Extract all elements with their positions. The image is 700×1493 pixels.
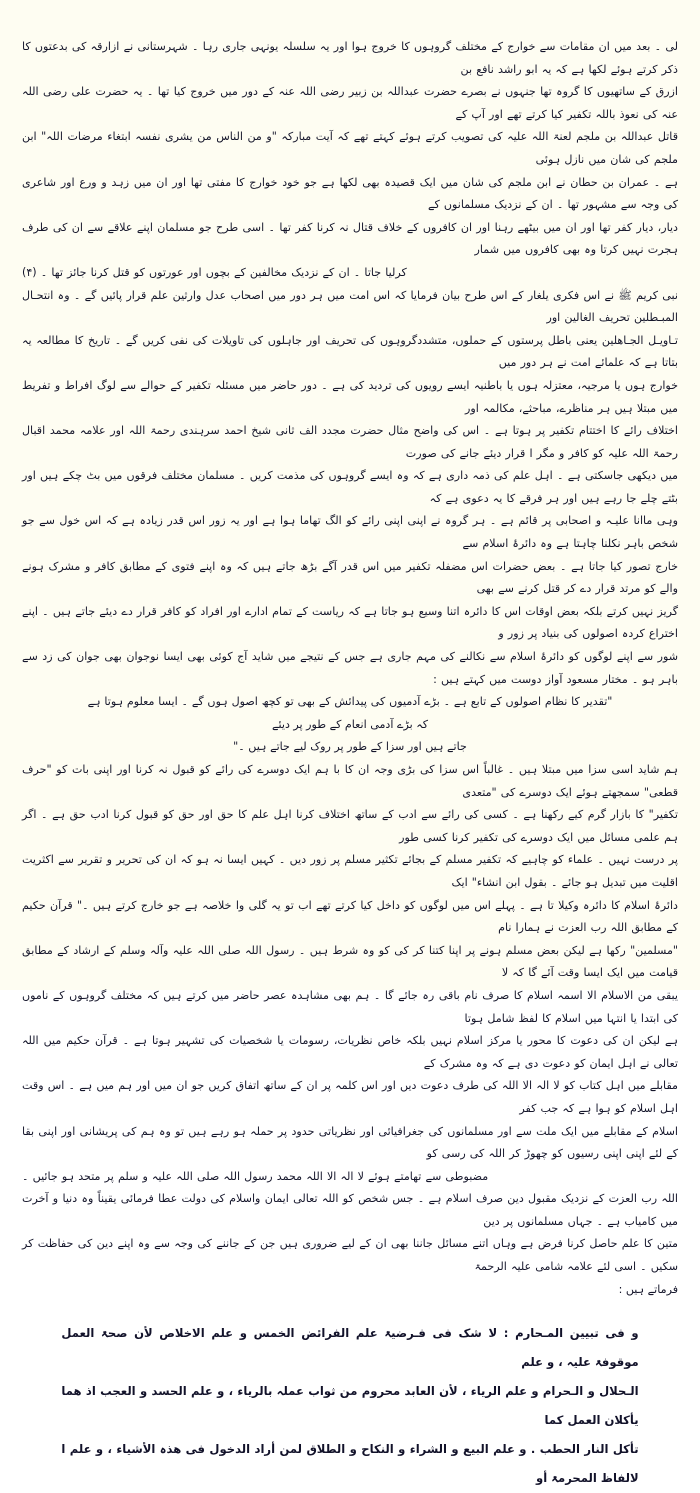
paragraph-block-1-line-4 — [22, 172, 678, 217]
text-line: مضبوطی سے تھامتے ہوئے لا الہ الا اللہ محمد رسول اللہ صلی اللہ علیہ و سلم پر متحد ہو جائیں ۔ — [22, 1169, 489, 1183]
text-line: تکفیر" کا بازار گرم کیے رکھنا ہے ۔ کسی کی رائے سے ادب کے ساتھ اختلاف کرنا اہل علم کا حق اور حق کو قبول کرنا ادب حق ہے ۔ اگر ہم علمی مسائل میں ایک دوسرے کی تکفیر کرنا کسی طور — [22, 808, 678, 844]
paragraph-block-3-line-10 — [22, 1166, 678, 1189]
paragraph-block-3-line-9 — [22, 1121, 678, 1166]
text-line: خارج تصور کیا جاتا ہے ۔ بعض حضرات اس مضفلہ تکفیر میں اس قدر آگے بڑھ جاتے ہیں کہ وہ اپنے فتوی کے مطابق کافر و مشرک ہونے والے کو مرتد قرار دے کر قتل کرنے سے بھی — [22, 559, 678, 596]
paragraph-block-4-line-2 — [22, 1233, 678, 1278]
text-line: دیار، دیار کفر تھا اور ان میں بیٹھے رہنا اور ان کافروں کے خلاف قتال نہ کرنا کفر تھا ۔ اسی طرح جو مسلمان اپنے علاقے سے ان کی طرف ہجرت نہیں کرتا وہ بھی کافروں میں شمار — [22, 220, 678, 257]
paragraph-block-1 — [22, 36, 678, 81]
paragraph-block-2-line-9 — [22, 646, 678, 691]
text-line: فرماتے ہیں : — [618, 1282, 678, 1296]
quotation-block-1 — [88, 691, 613, 759]
paragraph-block-3-line-2 — [22, 804, 678, 849]
text-line: ازرق کے ساتھیوں کا گروہ تھا جنہوں نے بصرے حضرت عبداللہ بن زبیر رضی اللہ عنہ کے دور میں خروج کیا تھا ۔ یہ حضرت علی رضی اللہ عنہ کی نعوذ باللہ تکفیر کیا کرتے تھے اور آپ کے — [22, 85, 678, 121]
text-line: اللہ رب العزت کے نزدیک مقبول دین صرف اسلام ہے ۔ جس شخص کو اللہ تعالی ایمان واسلام کی دولت عطا فرمائی یقیناً وہ دنیا و آخرت میں کامیاب ہے ۔ جہاں مسلمانوں پر دین — [22, 1192, 678, 1228]
paragraph-block-3-line-1 — [22, 759, 678, 804]
text-line: گریز نہیں کرتے بلکہ بعض اوقات اس کا دائرہ اتنا وسیع ہو جاتا ہے کہ ریاست کے تمام ادارے اور افراد کو کافر قرار دے دیئے جاتے ہیں ۔ اپنے اختراع کردہ اصولوں کی بنیاد پر زور و — [22, 604, 678, 641]
citation-lead-in-line — [22, 1279, 678, 1302]
arabic-line: و فی تبیین المـحارم : لا شک فی فـرضیۃ علم الفرائض الخمس و علم الاخلاص لأن صحۃ العمل موقوفۃ علیہ ، و علم — [61, 1326, 639, 1370]
block-spacer — [22, 1301, 678, 1313]
paragraph-block-3-line-4 — [22, 895, 678, 940]
text-line: ہے ۔ عمران بن حطان نے ابن ملجم کی شان میں ایک قصیدہ بھی لکھا ہے جو خود خوارج کا مفتی تھا اور ان میں زہد و ورع اور شاعری کی وجہ سے مشہور تھا ۔ ان کے نزدیک مسلمانوں کے — [22, 175, 678, 212]
page-content-area — [22, 36, 678, 1493]
paragraph-block-2-line-5 — [22, 465, 678, 510]
paragraph-block-3-line-6 — [22, 985, 678, 1030]
quotation-line: جاتے ہیں اور سزا کے طور پر روک لیے جاتے ہیں ۔" — [233, 740, 467, 754]
paragraph-block-1-line-6 — [22, 262, 678, 285]
text-line: ہم شاید اسی سزا میں مبتلا ہیں ۔ غالباً اس سزا کی بڑی وجہ ان کا با ہم ایک دوسرے کی رائے کو قبول نہ کرنا اور اپنی بات کو "حرف قطعی" سمجھتے ہوئے ایک دوسرے کی "متعدی — [22, 763, 678, 799]
text-line: لی ۔ بعد میں ان مقامات سے خوارج کے مختلف گروہوں کا خروج ہوا اور یہ سلسلہ یونہی جاری رہا ۔ شہرستانی نے ازارقہ کی بدعتوں کا ذکر کرتے ہوئے لکھا ہے کہ یہ ابو راشد نافع بن — [22, 40, 678, 76]
paragraph-block-3-line-5 — [22, 940, 678, 985]
text-line: خوارج ہوں یا مرجیہ، معتزلہ ہوں یا باطنیہ ایسے رویوں کی تردید کی ہے ۔ دور حاضر میں مسئلہ تکفیر کے حوالے سے لوگ افراط و تفریط میں مبتلا ہیں ہر مناظرے، مباحثے، مکالمہ اور — [22, 378, 678, 415]
paragraph-block-2-line-2 — [22, 330, 678, 375]
arabic-line: الـحلال و الـحرام و علم الریاء ، لأن العابد محروم من ثواب عملہ بالریاء ، و علم الحسد و العجب اذ ھما یأکلان العمل کما — [61, 1384, 639, 1428]
paragraph-block-4-line-1 — [22, 1188, 678, 1233]
text-line: مقابلے میں اہل کتاب کو لا الہ الا اللہ کی طرف دعوت دیں اور اس کلمہ پر ان کے ساتھ اتفاق کریں جو ان میں اور ہم میں ہے ۔ اس وقت اہل اسلام کو ہوا ہے کہ جب کفر — [22, 1079, 678, 1115]
paragraph-block-2-line-1 — [22, 285, 678, 330]
text-line: "مسلمین" رکھا ہے لیکن بعض مسلم ہونے پر اپنا کتنا کر کی کو وہ شرط ہیں ۔ رسول اللہ صلی اللہ علیہ وآلہ وسلم کے ارشاد کے مطابق قیامت میں ایک ایسا وقت آئے گا کہ لا — [22, 943, 678, 980]
paragraph-block-3-line-8 — [22, 1075, 678, 1120]
text-line: یبقی من الاسلام الا اسمہ اسلام کا صرف نام باقی رہ جائے گا ۔ ہم بھی مشاہدہ عصر حاضر میں کرتے ہیں کہ مختلف گروہوں کے ناموں کی ابتدا یا انتہا میں اسلام کا لفظ شامل ہوتا — [22, 988, 678, 1025]
paragraph-block-3-line-7 — [22, 1030, 678, 1075]
text-line: اسلام کے مقابلے میں ایک ملت سے اور مسلمانوں کی جغرافیائی اور نظریاتی حدود پر حملہ ہو رہے ہیں تو وہ ہم کی پریشانی اور اپنی بقا کے لئے اپنی اپنی رسیوں کو چھوڑ کر اللہ کی رسی کو — [22, 1124, 678, 1161]
paragraph-block-2-line-4 — [22, 420, 678, 465]
text-line: اختلاف رائے کا اختتام تکفیر پر ہوتا ہے ۔ اس کی واضح مثال حضرت مجدد الف ثانی شیخ احمد سرہندی رحمۃ اللہ اور علامہ محمد اقبال رحمۃ اللہ علیہ کو کافر و مگر ا قرار دیئے جانے کی صورت — [22, 424, 678, 460]
text-line-with-footnote-marker: کرلیا جاتا ۔ ان کے نزدیک مخالفین کے بچوں اور عورتوں کو قتل کرنا جائز تھا ۔ (۴) — [22, 265, 407, 279]
text-line: متین کا علم حاصل کرنا فرض ہے وہاں اتنے مسائل جاننا بھی ان کے لیے ضروری ہیں جن کے جاننے کی وجہ سے وہ اپنے دین کی حفاظت کر سکیں ۔ اسی لئے علامہ شامی علیہ الرحمۃ — [22, 1237, 678, 1274]
arabic-line: تأکل النار الحطب . و علم البیع و الشراء و النکاح و الطلاق لمن أراد الدخول فی ھذہ الأشیاء ، و علم ا لالفاظ المحرمۃ أو — [61, 1442, 639, 1486]
paragraph-block-2-line-8 — [22, 601, 678, 646]
text-line: ہے لیکن ان کی دعوت کا محور یا مرکز اسلام نہیں بلکہ خاص نظریات، رسومات یا شخصیات کی تشہیر ہوتا ہے ۔ قرآن حکیم میں اللہ تعالی نے اہل ایمان کو دعوت دی ہے کہ وہ مشرک کے — [22, 1034, 678, 1070]
paragraph-block-2-line-6 — [22, 510, 678, 555]
paragraph-block-2-line-7 — [22, 556, 678, 601]
text-line: میں دیکھی جاسکتی ہے ۔ اہل علم کی ذمہ داری ہے کہ وہ ایسے گروہوں کی مذمت کریں ۔ مسلمان مختلف فرقوں میں بٹ چکے ہیں اور بٹتے چلے جا رہے ہیں اور ہر فرقے کا یہ دعوی ہے کہ — [22, 469, 678, 505]
paragraph-block-3-line-3 — [22, 849, 678, 894]
paragraph-block-1-line-3 — [22, 126, 678, 171]
paragraph-block-1-line-2 — [22, 81, 678, 126]
paragraph-block-2-line-3 — [22, 375, 678, 420]
quotation-line: "تقدیر کا نظام اصولوں کے تابع ہے ۔ بڑے آدمیوں کی پیدائش کے بھی تو کچھ اصول ہوں گے ۔ ایسا معلوم ہوتا ہے کہ بڑے آدمی انعام کے طور پر دیئے — [87, 695, 613, 731]
arabic-citation-block — [61, 1313, 638, 1493]
text-line: وہی ماانا علیـہ و اصحابی پر قائم ہے ۔ ہر گروہ نے اپنی اپنی رائے کو الگ تھاما ہوا ہے اور یہ زور اس قدر زیادہ ہے کہ اس خول سے جو شخص باہر نکلنا چاہتا ہے وہ دائرۂ اسلام سے — [22, 514, 678, 551]
text-line: تـاویـل الجـاھلین یعنی باطل پرستوں کے حملوں، متشددگروہوں کی تحریف اور جاہلوں کی تاویلات کی نفی کریں گے ۔ تاریخ کا مطالعہ یہ بتاتا ہے کہ علمائے امت نے ہر دور میں — [22, 333, 678, 370]
text-line: شور سے اپنے لوگوں کو دائرۂ اسلام سے نکالنے کی مہم جاری ہے جس کے نتیجے میں شاید آج کوئی بھی ایسا نوجوان بھی جوان کی زد سے باہر ہو ۔ مختار مسعود آواز دوست میں کہتے ہیں : — [22, 650, 678, 686]
text-line: پر درست نہیں ۔ علماء کو چاہیے کہ تکفیر مسلم کے بجائے تکثیر مسلم پر زور دیں ۔ کہیں ایسا نہ ہو کہ ان کی تحریر و تقریر سے اکثریت اقلیت میں تبدیل ہو جائے ۔ بقول ابن انشاء" ایک — [22, 853, 678, 889]
text-line: نبی کریم ﷺ نے اس فکری یلغار کے اس طرح بیان فرمایا کہ اس امت میں ہر دور میں اصحاب عدل وارثین علم قرار پائیں گے ۔ وہ انتحـال المبـطلین تحریف الغالین اور — [22, 288, 678, 325]
text-line: دائرۂ اسلام کا دائرہ وکیلا تا ہے ۔ پہلے اس میں لوگوں کو داخل کیا کرتے تھے اب تو یہ گلی وا خلاصہ ہے جو خارج کرتے ہیں ۔" قرآن حکیم کے مطابق اللہ رب العزت نے ہمارا نام — [22, 898, 678, 935]
paragraph-block-1-line-5 — [22, 217, 678, 262]
text-line: قاتل عبداللہ بن ملجم لعنۃ اللہ علیہ کی تصویب کرتے ہوئے کہتے تھے کہ آیت مبارکہ "و من الناس من یشری نفسہ ابتغاء مرضات اللہ" ابن ملجم کی شان میں نازل ہوئی — [22, 130, 678, 166]
